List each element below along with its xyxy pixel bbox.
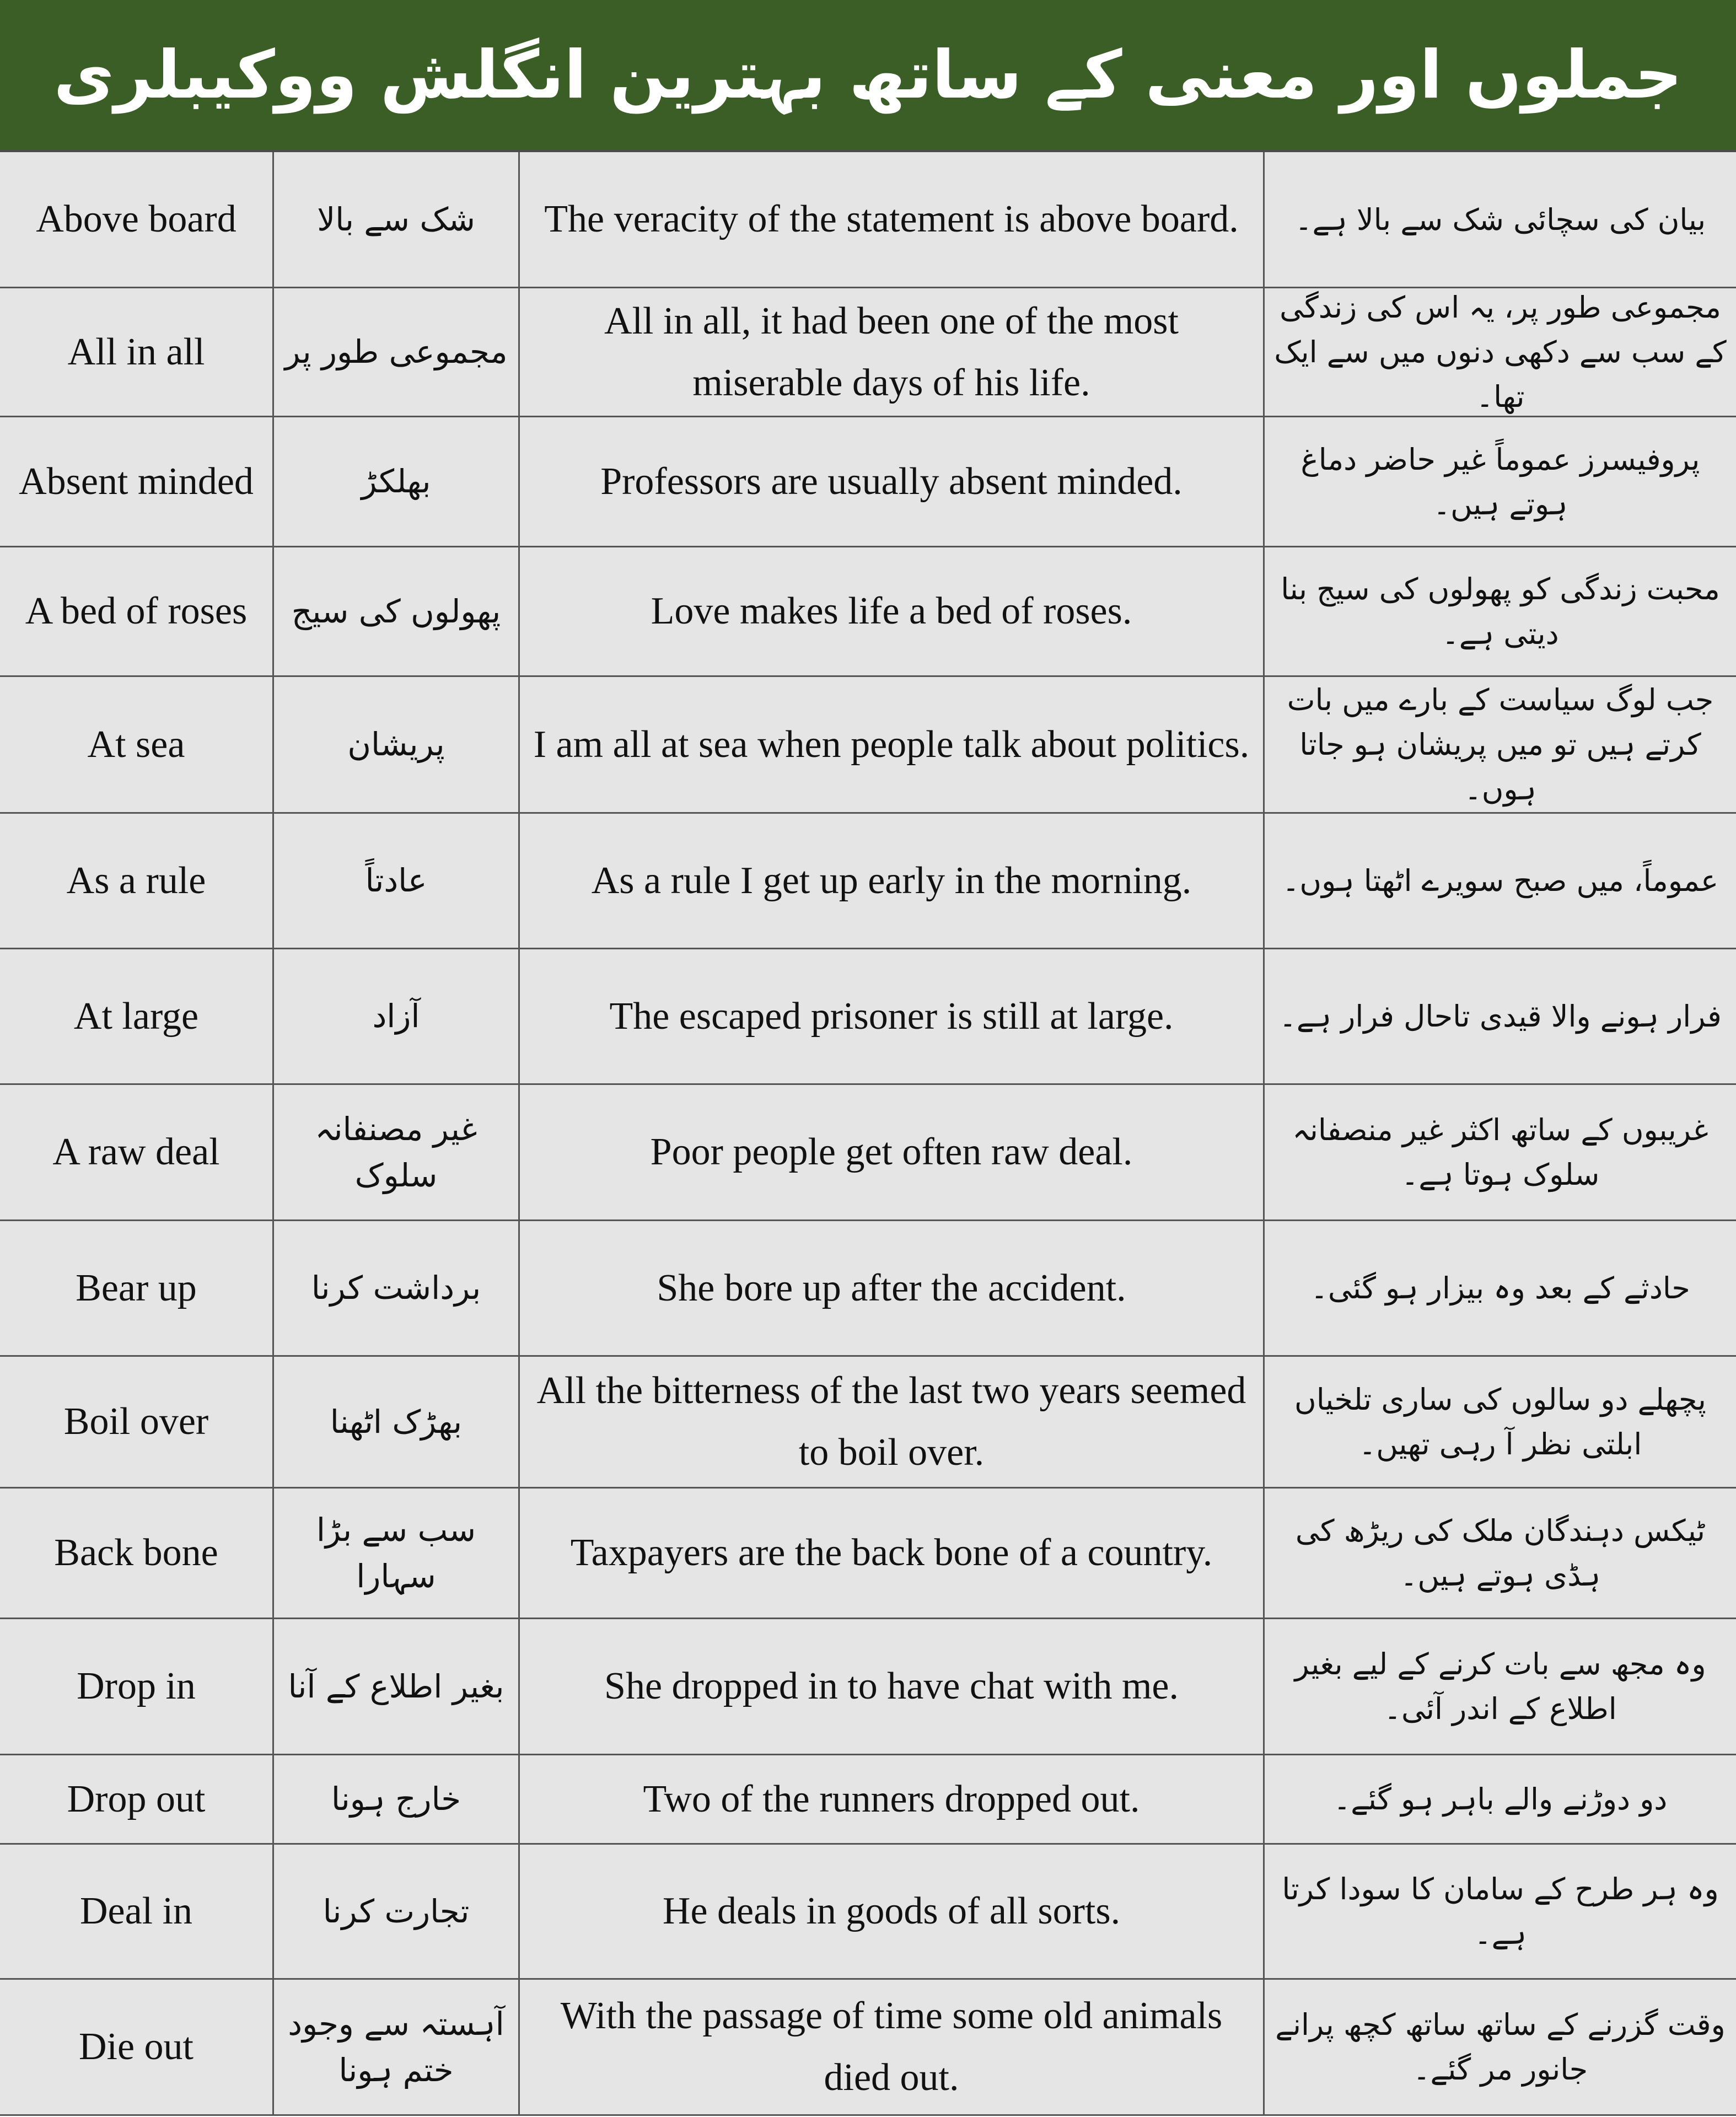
urdu-sentence-text: پروفیسرز عموماً غیر حاضر دماغ ہوتے ہیں۔	[1300, 442, 1700, 522]
urdu-meaning-text: مجموعی طور پر	[284, 333, 508, 371]
urdu-meaning-cell	[274, 1755, 520, 1845]
term-text: Die out	[78, 2025, 194, 2068]
term-text: At large	[73, 995, 199, 1038]
urdu-meaning-text: شک سے بالا	[317, 200, 475, 238]
urdu-sentence-cell	[1265, 814, 1736, 949]
term-cell	[0, 814, 274, 949]
term-cell	[0, 1619, 274, 1755]
urdu-meaning-text: پریشان	[347, 726, 445, 764]
urdu-sentence-cell	[1265, 1845, 1736, 1980]
urdu-sentence-text: محبت زندگی کو پھولوں کی سیج بنا دیتی ہے۔	[1281, 572, 1720, 651]
example-sentence-text: She dropped in to have chat with me.	[604, 1665, 1179, 1707]
urdu-meaning-cell	[274, 152, 520, 288]
page-title: جملوں اور معنی کے ساتھ بہترین انگلش ووکیبلری	[0, 0, 1736, 150]
example-sentence-cell	[520, 1357, 1265, 1489]
term-cell	[0, 1755, 274, 1845]
example-sentence-cell	[520, 288, 1265, 417]
urdu-meaning-cell	[274, 547, 520, 677]
term-cell	[0, 1980, 274, 2116]
urdu-meaning-cell	[274, 417, 520, 547]
urdu-sentence-cell	[1265, 152, 1736, 288]
urdu-meaning-text: پھولوں کی سیج	[291, 592, 501, 630]
urdu-meaning-text: آہستہ سے وجود ختم ہونا	[288, 2005, 504, 2089]
urdu-sentence-cell	[1265, 1489, 1736, 1619]
example-sentence-cell	[520, 1755, 1265, 1845]
urdu-meaning-cell	[274, 814, 520, 949]
urdu-meaning-cell	[274, 677, 520, 814]
urdu-sentence-text: غریبوں کے ساتھ اکثر غیر منصفانہ سلوک ہوتا ہے۔	[1292, 1113, 1708, 1192]
term-text: A raw deal	[52, 1131, 220, 1173]
example-sentence-text: The escaped prisoner is still at large.	[609, 995, 1174, 1038]
urdu-sentence-text: دو دوڑنے والے باہر ہو گئے۔	[1333, 1782, 1668, 1817]
vocabulary-table	[0, 150, 1736, 2116]
example-sentence-text: She bore up after the accident.	[657, 1266, 1126, 1309]
term-cell	[0, 288, 274, 417]
urdu-meaning-text: خارج ہونا	[331, 1780, 461, 1818]
example-sentence-cell	[520, 1845, 1265, 1980]
term-text: Drop in	[77, 1665, 196, 1707]
term-cell	[0, 1221, 274, 1357]
urdu-sentence-text: حادثے کے بعد وہ بیزار ہو گئی۔	[1310, 1271, 1690, 1305]
example-sentence-text: I am all at sea when people talk about politics.	[533, 723, 1250, 766]
urdu-sentence-text: جب لوگ سیاست کے بارے میں بات کرتے ہیں تو میں پریشان ہو جاتا ہوں۔	[1287, 683, 1714, 807]
urdu-meaning-text: بھلکڑ	[361, 463, 431, 501]
urdu-meaning-text: بھڑک اٹھنا	[330, 1403, 463, 1441]
urdu-sentence-cell	[1265, 1357, 1736, 1489]
term-cell	[0, 1489, 274, 1619]
urdu-sentence-text: وقت گزرنے کے ساتھ ساتھ کچھ پرانے جانور مر گئے۔	[1275, 2007, 1726, 2087]
urdu-sentence-text: فرار ہونے والا قیدی تاحال فرار ہے۔	[1279, 999, 1722, 1034]
example-sentence-cell	[520, 547, 1265, 677]
urdu-meaning-cell	[274, 288, 520, 417]
urdu-sentence-cell	[1265, 1085, 1736, 1221]
urdu-meaning-cell	[274, 1357, 520, 1489]
urdu-meaning-cell	[274, 1489, 520, 1619]
example-sentence-text: He deals in goods of all sorts.	[662, 1890, 1121, 1932]
example-sentence-text: Professors are usually absent minded.	[600, 460, 1183, 503]
urdu-sentence-cell	[1265, 1619, 1736, 1755]
urdu-meaning-cell	[274, 949, 520, 1085]
urdu-meaning-cell	[274, 1980, 520, 2116]
term-text: Deal in	[79, 1890, 193, 1932]
urdu-meaning-text: بغیر اطلاع کے آنا	[288, 1667, 504, 1705]
urdu-sentence-text: بیان کی سچائی شک سے بالا ہے۔	[1294, 202, 1706, 237]
example-sentence-cell	[520, 814, 1265, 949]
urdu-meaning-cell	[274, 1085, 520, 1221]
example-sentence-cell	[520, 1221, 1265, 1357]
urdu-sentence-text: عموماً، میں صبح سویرے اٹھتا ہوں۔	[1282, 863, 1719, 898]
urdu-meaning-cell	[274, 1221, 520, 1357]
urdu-sentence-cell	[1265, 288, 1736, 417]
urdu-sentence-text: ٹیکس دہندگان ملک کی ریڑھ کی ہڈی ہوتے ہیں۔	[1295, 1513, 1706, 1593]
term-text: Absent minded	[19, 460, 254, 503]
urdu-sentence-cell	[1265, 949, 1736, 1085]
urdu-sentence-text: وہ ہر طرح کے سامان کا سودا کرتا ہے۔	[1282, 1872, 1719, 1951]
term-text: Back bone	[54, 1532, 218, 1574]
term-cell	[0, 417, 274, 547]
urdu-meaning-text: عادتاً	[365, 862, 427, 900]
example-sentence-text: With the passage of time some old animals died out.	[560, 1995, 1223, 2099]
term-text: All in all	[67, 330, 205, 373]
term-text: Bear up	[76, 1266, 197, 1309]
example-sentence-text: The veracity of the statement is above board.	[544, 198, 1239, 240]
example-sentence-cell	[520, 1489, 1265, 1619]
term-cell	[0, 949, 274, 1085]
urdu-sentence-cell	[1265, 677, 1736, 814]
example-sentence-cell	[520, 1619, 1265, 1755]
example-sentence-text: Poor people get often raw deal.	[650, 1131, 1133, 1173]
example-sentence-text: All in all, it had been one of the most miserable days of his life.	[604, 299, 1179, 404]
urdu-sentence-text: وہ مجھ سے بات کرنے کے لیے بغیر اطلاع کے اندر آئی۔	[1294, 1647, 1706, 1726]
term-text: Boil over	[63, 1400, 209, 1443]
term-text: At sea	[87, 723, 185, 766]
example-sentence-text: Taxpayers are the back bone of a country.	[570, 1532, 1213, 1574]
term-cell	[0, 1357, 274, 1489]
example-sentence-text: All the bitterness of the last two years seemed to boil over.	[536, 1369, 1246, 1474]
urdu-meaning-text: برداشت کرنا	[311, 1269, 481, 1307]
term-text: Above board	[36, 198, 237, 240]
urdu-sentence-cell	[1265, 1221, 1736, 1357]
urdu-sentence-cell	[1265, 417, 1736, 547]
example-sentence-text: Love makes life a bed of roses.	[651, 590, 1132, 632]
term-text: As a rule	[66, 859, 206, 902]
example-sentence-cell	[520, 152, 1265, 288]
example-sentence-text: Two of the runners dropped out.	[643, 1777, 1140, 1820]
urdu-meaning-text: غیر مصنفانہ سلوک	[315, 1110, 477, 1194]
example-sentence-cell	[520, 1980, 1265, 2116]
urdu-sentence-text: پچھلے دو سالوں کی ساری تلخیاں ابلتی نظر آ رہی تھیں۔	[1294, 1382, 1706, 1462]
example-sentence-cell	[520, 417, 1265, 547]
example-sentence-cell	[520, 677, 1265, 814]
example-sentence-text: As a rule I get up early in the morning.	[591, 859, 1192, 902]
term-cell	[0, 547, 274, 677]
example-sentence-cell	[520, 1085, 1265, 1221]
urdu-sentence-cell	[1265, 547, 1736, 677]
term-cell	[0, 1085, 274, 1221]
urdu-meaning-cell	[274, 1845, 520, 1980]
term-cell	[0, 152, 274, 288]
example-sentence-cell	[520, 949, 1265, 1085]
urdu-meaning-cell	[274, 1619, 520, 1755]
urdu-sentence-text: مجموعی طور پر، یہ اس کی زندگی کے سب سے دکھی دنوں میں سے ایک تھا۔	[1274, 290, 1727, 414]
urdu-sentence-cell	[1265, 1755, 1736, 1845]
term-text: Drop out	[67, 1777, 206, 1820]
term-cell	[0, 1845, 274, 1980]
urdu-meaning-text: آزاد	[372, 997, 420, 1035]
urdu-meaning-text: تجارت کرنا	[323, 1892, 470, 1930]
term-cell	[0, 677, 274, 814]
urdu-sentence-cell	[1265, 1980, 1736, 2116]
term-text: A bed of roses	[25, 590, 248, 632]
urdu-meaning-text: سب سے بڑا سہارا	[316, 1511, 476, 1595]
